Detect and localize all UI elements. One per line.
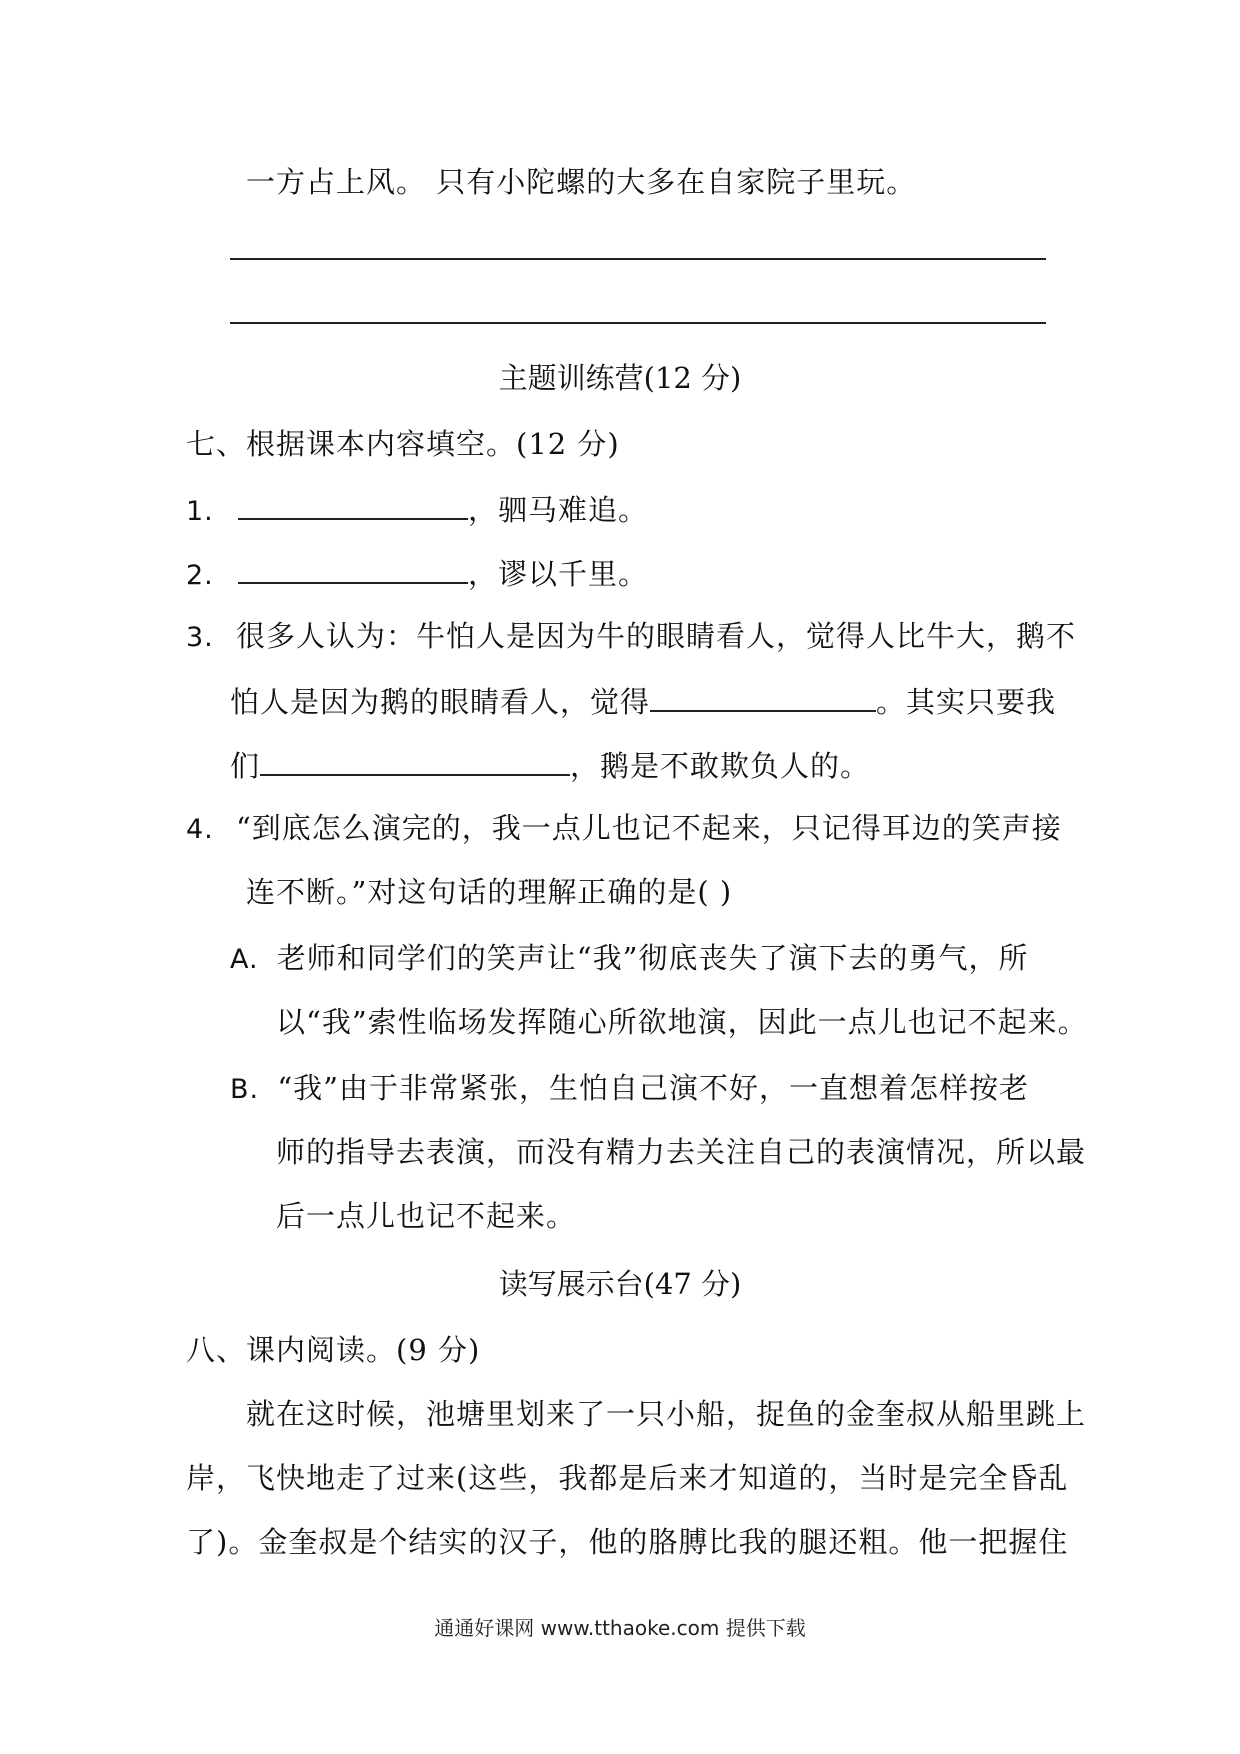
section-heading-theme: 主题训练营(12 分) <box>498 361 742 395</box>
question-7-item-4-line-2: 连不断。”对这句话的理解正确的是( ) <box>246 875 733 909</box>
item-number: 3. <box>186 622 214 653</box>
item-tail: ，谬以千里。 <box>467 557 648 591</box>
option-b-line-2: 师的指导去表演，而没有精力去关注自己的表演情况，所以最 <box>276 1135 1087 1169</box>
item-tail: ，驷马难追。 <box>467 493 648 527</box>
option-a-line-1[interactable] <box>230 938 1028 980</box>
option-b-line-3: 后一点儿也记不起来。 <box>276 1199 577 1233</box>
passage-line-2: 岸，飞快地走了过来(这些，我都是后来才知道的，当时是完全昏乱 <box>186 1461 1069 1495</box>
answer-line-2[interactable] <box>230 322 1046 324</box>
option-b-text: “我”由于非常紧张，生怕自己演不好，一直想着怎样按老 <box>277 1071 1029 1105</box>
answer-line-1[interactable] <box>230 258 1046 260</box>
passage-line-3: 了)。金奎叔是个结实的汉子，他的胳膊比我的腿还粗。他一把握住 <box>186 1525 1069 1559</box>
item-3-text-post: ，鹅是不敢欺负人的。 <box>570 749 871 783</box>
question-7-item-1 <box>186 488 648 532</box>
option-a-text: 老师和同学们的笑声让“我”彻底丧失了演下去的勇气，所 <box>276 941 1029 975</box>
question-7-item-2 <box>186 552 648 596</box>
footer-watermark: 通通好课网 www.tthaoke.com 提供下载 <box>434 1616 806 1640</box>
question-7-item-4-line-1 <box>186 808 1062 850</box>
item-4-text: “到底怎么演完的，我一点儿也记不起来，只记得耳边的笑声接 <box>235 811 1062 845</box>
option-b-line-1[interactable] <box>230 1068 1029 1110</box>
item-number: 1. <box>186 496 214 527</box>
item-number: 4. <box>186 814 214 845</box>
option-a-line-2: 以“我”索性临场发挥随心所欲地演，因此一点儿也记不起来。 <box>276 1005 1088 1039</box>
fill-blank-1[interactable] <box>238 488 468 520</box>
fill-blank-3a[interactable] <box>650 680 876 712</box>
continuation-text: 一方占上风。 只有小陀螺的大多在自家院子里玩。 <box>246 165 917 199</box>
item-3-text-post: 。其实只要我 <box>876 685 1057 719</box>
question-8-title: 八、课内阅读。(9 分) <box>186 1333 481 1367</box>
item-number: 2. <box>186 560 214 591</box>
question-7-title: 七、根据课本内容填空。(12 分) <box>186 427 620 461</box>
question-7-item-3-line-3 <box>230 744 870 786</box>
item-3-text-pre: 们 <box>230 749 261 783</box>
option-b-label: B. <box>230 1074 260 1105</box>
item-3-text-pre: 怕人是因为鹅的眼睛看人，觉得 <box>230 685 651 719</box>
question-7-item-3-line-2 <box>230 680 1056 722</box>
question-7-item-3-line-1 <box>186 616 1076 658</box>
fill-blank-3b[interactable] <box>260 744 570 776</box>
section-heading-reading: 读写展示台(47 分) <box>498 1267 742 1301</box>
item-3-text: 很多人认为：牛怕人是因为牛的眼睛看人，觉得人比牛大，鹅不 <box>235 619 1076 653</box>
passage-line-1: 就在这时候，池塘里划来了一只小船，捉鱼的金奎叔从船里跳上 <box>246 1397 1087 1431</box>
fill-blank-2[interactable] <box>238 552 468 584</box>
option-a-label: A. <box>230 944 259 975</box>
